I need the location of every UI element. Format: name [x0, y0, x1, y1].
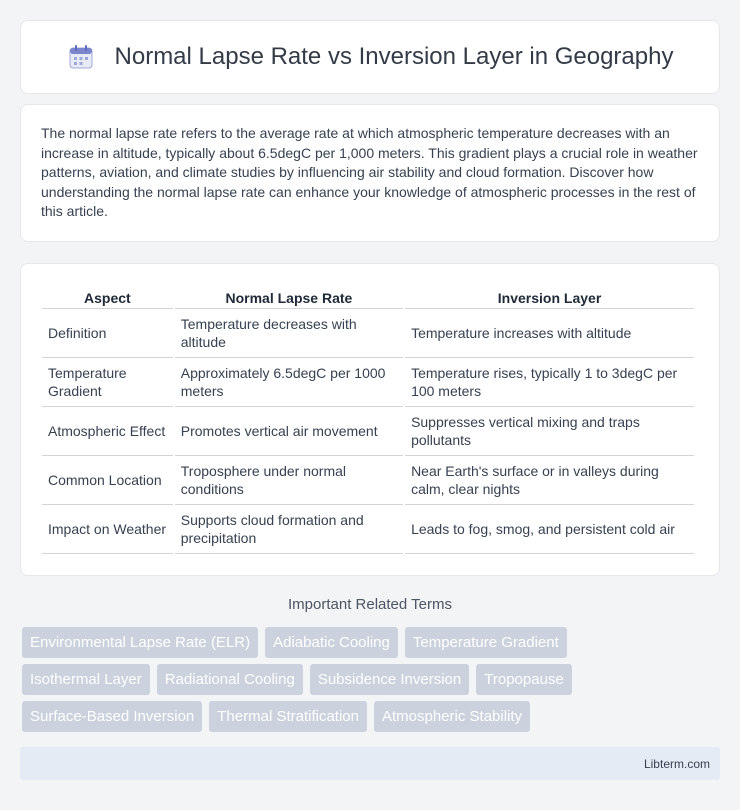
related-term-tag[interactable]: Surface-Based Inversion: [22, 701, 202, 732]
comparison-card: [20, 263, 720, 576]
table-cell-inversion: Temperature increases with altitude: [405, 309, 694, 358]
related-term-tag[interactable]: Atmospheric Stability: [374, 701, 530, 732]
footer-site-link[interactable]: Libterm.com: [643, 756, 710, 771]
table-row: [42, 505, 694, 554]
table-cell-inversion: Leads to fog, smog, and persistent cold air: [405, 505, 694, 554]
table-row: [42, 456, 694, 505]
related-term-tag[interactable]: Temperature Gradient: [405, 627, 567, 658]
table-row: [42, 358, 694, 407]
intro-text: The normal lapse rate refers to the average rate at which atmospheric temperature decreases with an increase in altitude, typically about 6.5degC per 1,000 meters. This gradient plays a crucial role in weather patterns, aviation, and climate studies by influencing air stability and cloud formation. Discover how understanding the normal lapse rate can enhance your knowledge of atmospheric processes in the rest of this article.: [41, 125, 698, 220]
table-cell-aspect: Definition: [42, 309, 173, 358]
related-term-tag[interactable]: Tropopause: [476, 664, 572, 695]
related-term-tag[interactable]: Subsidence Inversion: [310, 664, 469, 695]
calendar-icon: [67, 43, 95, 71]
related-term-tag[interactable]: Thermal Stratification: [209, 701, 367, 732]
table-row: [42, 407, 694, 456]
table-cell-aspect: Atmospheric Effect: [42, 407, 173, 456]
comparison-table: [40, 284, 696, 554]
table-header-row: [42, 284, 694, 309]
related-terms-title: Important Related Terms: [288, 596, 452, 613]
table-cell-normal: Temperature decreases with altitude: [175, 309, 403, 358]
related-terms-list: [22, 627, 722, 738]
page-title: Normal Lapse Rate vs Inversion Layer in Geography: [114, 43, 674, 70]
column-header-aspect: Aspect: [42, 284, 173, 309]
related-term-tag[interactable]: Environmental Lapse Rate (ELR): [22, 627, 258, 658]
table-cell-normal: Supports cloud formation and precipitation: [175, 505, 403, 554]
table-cell-inversion: Suppresses vertical mixing and traps pollutants: [405, 407, 694, 456]
related-term-tag[interactable]: Isothermal Layer: [22, 664, 150, 695]
column-header-normal-lapse-rate: Normal Lapse Rate: [175, 284, 403, 309]
table-cell-normal: Promotes vertical air movement: [175, 407, 403, 456]
table-cell-aspect: Impact on Weather: [42, 505, 173, 554]
table-cell-normal: Troposphere under normal conditions: [175, 456, 403, 505]
column-header-inversion-layer: Inversion Layer: [405, 284, 694, 309]
table-cell-inversion: Near Earth's surface or in valleys during calm, clear nights: [405, 456, 694, 505]
related-term-tag[interactable]: Adiabatic Cooling: [265, 627, 398, 658]
tag-row: [22, 701, 722, 732]
page-header: [20, 20, 720, 94]
table-row: [42, 309, 694, 358]
tag-row: [22, 664, 722, 695]
table-cell-normal: Approximately 6.5degC per 1000 meters: [175, 358, 403, 407]
table-cell-inversion: Temperature rises, typically 1 to 3degC per 100 meters: [405, 358, 694, 407]
table-cell-aspect: Temperature Gradient: [42, 358, 173, 407]
intro-card: [20, 104, 720, 242]
footer: [20, 747, 720, 780]
tag-row: [22, 627, 722, 658]
related-term-tag[interactable]: Radiational Cooling: [157, 664, 303, 695]
table-cell-aspect: Common Location: [42, 456, 173, 505]
